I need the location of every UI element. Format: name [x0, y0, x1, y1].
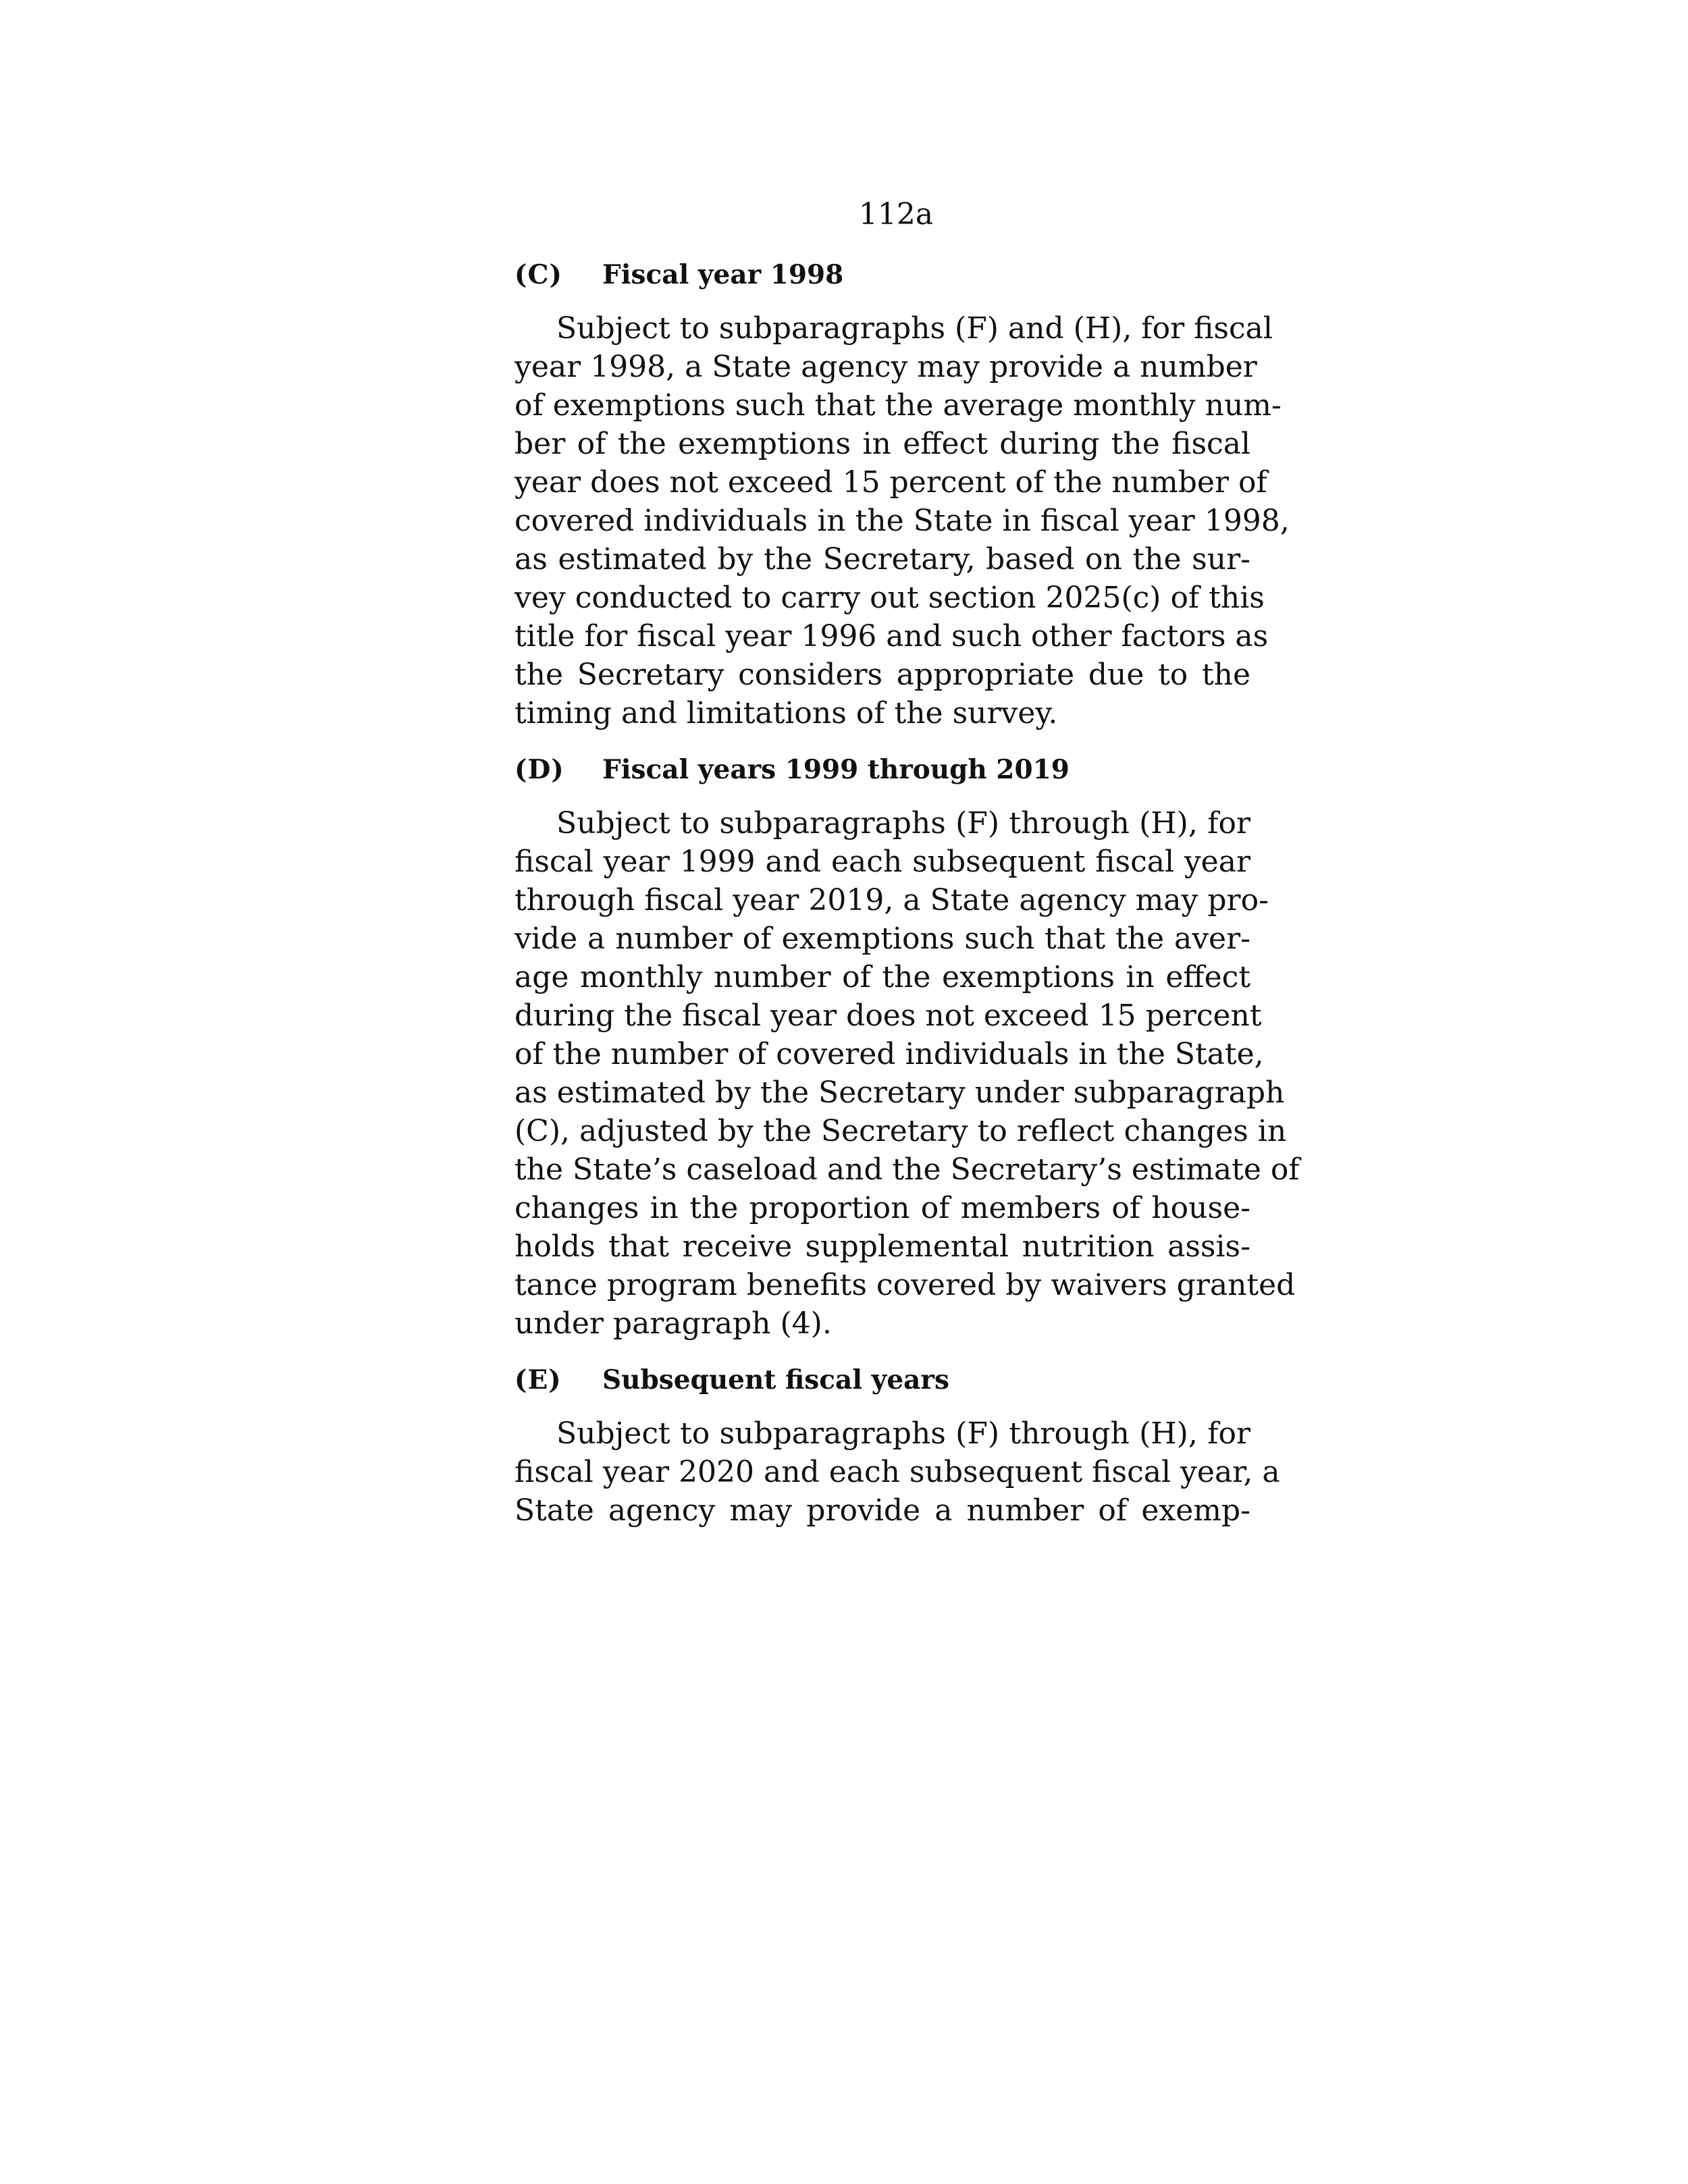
text-line: Subject to subparagraphs (F) through (H), for — [556, 806, 1250, 841]
section-d-paragraph — [515, 804, 1300, 1343]
text-line: State agency may provide a number of exemp- — [515, 1493, 1250, 1528]
text-line: fiscal year 1999 and each subsequent fiscal year — [515, 845, 1250, 879]
section-title: Fiscal years 1999 through 2019 — [602, 754, 1070, 785]
text-line: covered individuals in the State in fiscal year 1998, — [515, 504, 1290, 538]
text-line: ber of the exemptions in effect during the fiscal — [515, 427, 1250, 461]
section-title: Subsequent fiscal years — [602, 1364, 949, 1395]
text-line: fiscal year 2020 and each subsequent fiscal year, a — [515, 1455, 1280, 1489]
section-e-paragraph — [515, 1414, 1280, 1530]
text-line: year does not exceed 15 percent of the number of — [515, 465, 1267, 500]
section-marker: (C) — [515, 259, 562, 290]
text-line: holds that receive supplemental nutrition assis- — [515, 1229, 1250, 1264]
text-line: as estimated by the Secretary under subparagraph — [515, 1075, 1285, 1110]
text-line: tance program benefits covered by waivers granted — [515, 1268, 1296, 1302]
text-line: the State’s caseload and the Secretary’s estimate of — [515, 1152, 1300, 1187]
text-line: Subject to subparagraphs (F) and (H), for fiscal — [556, 311, 1273, 346]
text-line: (C), adjusted by the Secretary to reflect changes in — [515, 1114, 1287, 1148]
section-title: Fiscal year 1998 — [602, 259, 844, 290]
page-number: 112a — [858, 197, 934, 232]
section-d-heading — [515, 751, 1250, 788]
section-c-paragraph — [515, 309, 1290, 733]
text-line: through fiscal year 2019, a State agency may pro- — [515, 883, 1269, 917]
text-line: Subject to subparagraphs (F) through (H), for — [556, 1416, 1250, 1451]
text-line: as estimated by the Secretary, based on the sur- — [515, 542, 1250, 577]
text-line: under paragraph (4). — [515, 1306, 832, 1341]
text-column — [515, 196, 1300, 1549]
text-line: changes in the proportion of members of house- — [515, 1191, 1250, 1225]
text-line: during the fiscal year does not exceed 15 percent — [515, 998, 1262, 1033]
text-line: timing and limitations of the survey. — [515, 696, 1058, 730]
text-line: age monthly number of the exemptions in effect — [515, 960, 1250, 994]
section-c-heading — [515, 257, 1250, 293]
section-marker: (D) — [515, 754, 564, 785]
text-line: the Secretary considers appropriate due to the — [515, 658, 1250, 692]
text-line: year 1998, a State agency may provide a number — [515, 350, 1257, 384]
section-marker: (E) — [515, 1364, 562, 1395]
text-line: vey conducted to carry out section 2025(c) of this — [515, 581, 1265, 615]
text-line: of exemptions such that the average monthly num- — [515, 388, 1282, 423]
text-line: of the number of covered individuals in the State, — [515, 1037, 1264, 1071]
text-line: title for fiscal year 1996 and such other factors as — [515, 619, 1269, 654]
section-e-heading — [515, 1362, 1250, 1398]
text-line: vide a number of exemptions such that the aver- — [515, 922, 1250, 956]
